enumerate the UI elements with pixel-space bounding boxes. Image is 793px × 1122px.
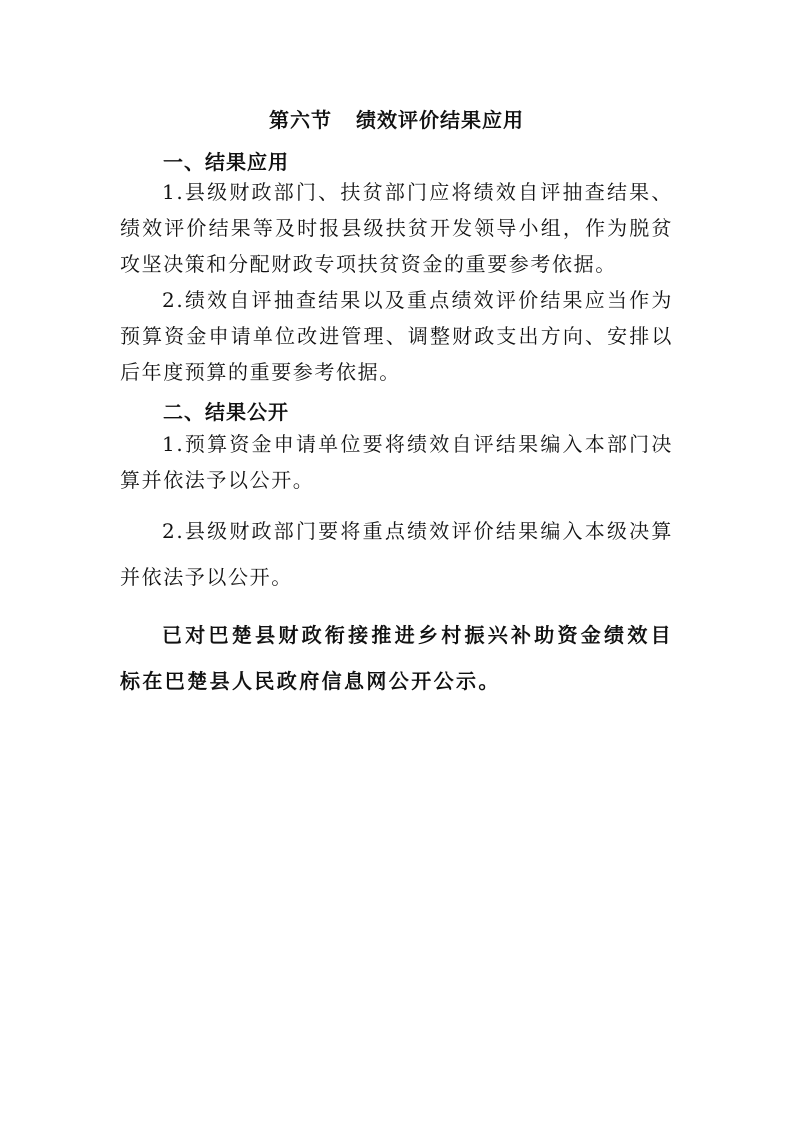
heading-result-application: 一、结果应用 xyxy=(163,150,289,174)
section-number: 第六节 xyxy=(269,108,332,132)
heading-result-disclosure: 二、结果公开 xyxy=(163,400,289,424)
paragraph-disclosure-2: 2.县级财政部门要将重点绩效评价结果编入本级决算并依法予以公开。 xyxy=(120,519,673,589)
paragraph-application-1: 1.县级财政部门、扶贫部门应将绩效自评抽查结果、绩效评价结果等及时报县级扶贫开发领导小组，作为脱贫攻坚决策和分配财政专项扶贫资金的重要参考依据。 xyxy=(120,180,673,276)
public-notice: 已对巴楚县财政衔接推进乡村振兴补助资金绩效目标在巴楚县人民政府信息网公开公示。 xyxy=(120,623,673,693)
section-title-text: 绩效评价结果应用 xyxy=(356,108,524,132)
section-title xyxy=(0,104,793,133)
paragraph-application-2: 2.绩效自评抽查结果以及重点绩效评价结果应当作为预算资金申请单位改进管理、调整财政支出方向、安排以后年度预算的重要参考依据。 xyxy=(120,288,673,384)
paragraph-disclosure-1: 1.预算资金申请单位要将绩效自评结果编入本部门决算并依法予以公开。 xyxy=(120,432,673,492)
